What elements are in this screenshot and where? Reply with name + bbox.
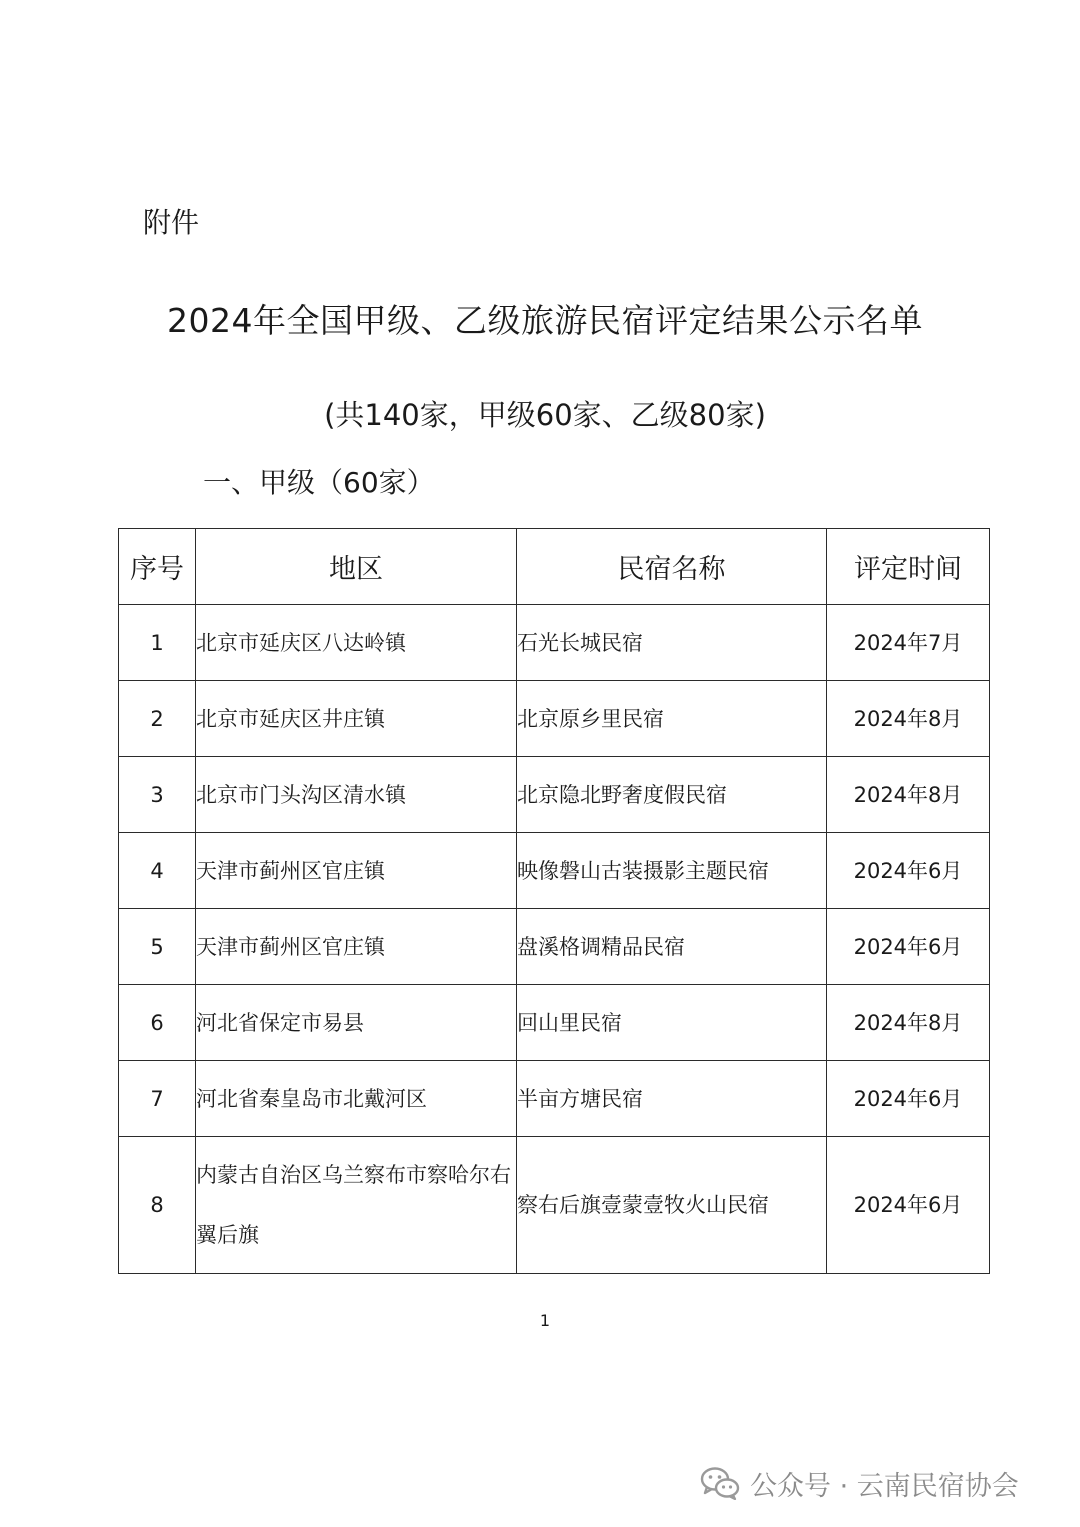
row-number: 1 (119, 605, 196, 681)
row-rating-date: 2024年6月 (827, 1137, 990, 1274)
row-number: 6 (119, 985, 196, 1061)
table-row (119, 757, 990, 833)
row-homestay-name: 北京隐北野奢度假民宿 (517, 757, 827, 833)
document-title: 2024年全国甲级、乙级旅游民宿评定结果公示名单 (167, 301, 923, 340)
document-subtitle: (共140家，甲级60家、乙级80家) (324, 398, 766, 432)
row-region: 北京市门头沟区清水镇 (196, 757, 517, 833)
row-number: 7 (119, 1061, 196, 1137)
wechat-icon (700, 1466, 740, 1500)
row-number: 5 (119, 909, 196, 985)
watermark-text: 公众号 · 云南民宿协会 (750, 1470, 1019, 1502)
row-homestay-name: 盘溪格调精品民宿 (517, 909, 827, 985)
row-homestay-name: 回山里民宿 (517, 985, 827, 1061)
row-region: 北京市延庆区八达岭镇 (196, 605, 517, 681)
table-row (119, 1137, 990, 1274)
row-number: 3 (119, 757, 196, 833)
row-rating-date: 2024年8月 (827, 681, 990, 757)
ratings-table (118, 528, 990, 1274)
row-region: 河北省秦皇岛市北戴河区 (196, 1061, 517, 1137)
table-row (119, 833, 990, 909)
row-region-text: 内蒙古自治区乌兰察布市察哈尔右翼后旗 (196, 1163, 511, 1247)
row-region (196, 1137, 517, 1274)
row-homestay-name: 石光长城民宿 (517, 605, 827, 681)
row-homestay-name: 北京原乡里民宿 (517, 681, 827, 757)
row-region: 天津市蓟州区官庄镇 (196, 833, 517, 909)
row-number: 8 (119, 1137, 196, 1274)
row-region: 河北省保定市易县 (196, 985, 517, 1061)
watermark (700, 1463, 1019, 1503)
row-rating-date: 2024年6月 (827, 1061, 990, 1137)
header-rating-date: 评定时间 (827, 529, 990, 605)
row-rating-date: 2024年8月 (827, 985, 990, 1061)
row-homestay-name: 察右后旗壹蒙壹牧火山民宿 (517, 1137, 827, 1274)
table-row (119, 985, 990, 1061)
attachment-label: 附件 (143, 206, 200, 239)
row-rating-date: 2024年6月 (827, 833, 990, 909)
table-row (119, 909, 990, 985)
page-number: 1 (539, 1311, 551, 1330)
row-number: 2 (119, 681, 196, 757)
header-region: 地区 (196, 529, 517, 605)
row-rating-date: 2024年6月 (827, 909, 990, 985)
row-rating-date: 2024年8月 (827, 757, 990, 833)
table-row (119, 1061, 990, 1137)
section-heading: 一、甲级（60家） (203, 466, 435, 499)
row-rating-date: 2024年7月 (827, 605, 990, 681)
row-homestay-name: 半亩方塘民宿 (517, 1061, 827, 1137)
row-number: 4 (119, 833, 196, 909)
header-number: 序号 (119, 529, 196, 605)
row-region: 北京市延庆区井庄镇 (196, 681, 517, 757)
header-homestay-name: 民宿名称 (517, 529, 827, 605)
row-homestay-name: 映像磐山古装摄影主题民宿 (517, 833, 827, 909)
table-row (119, 681, 990, 757)
row-region: 天津市蓟州区官庄镇 (196, 909, 517, 985)
table-header-row (119, 529, 990, 605)
table-row (119, 605, 990, 681)
